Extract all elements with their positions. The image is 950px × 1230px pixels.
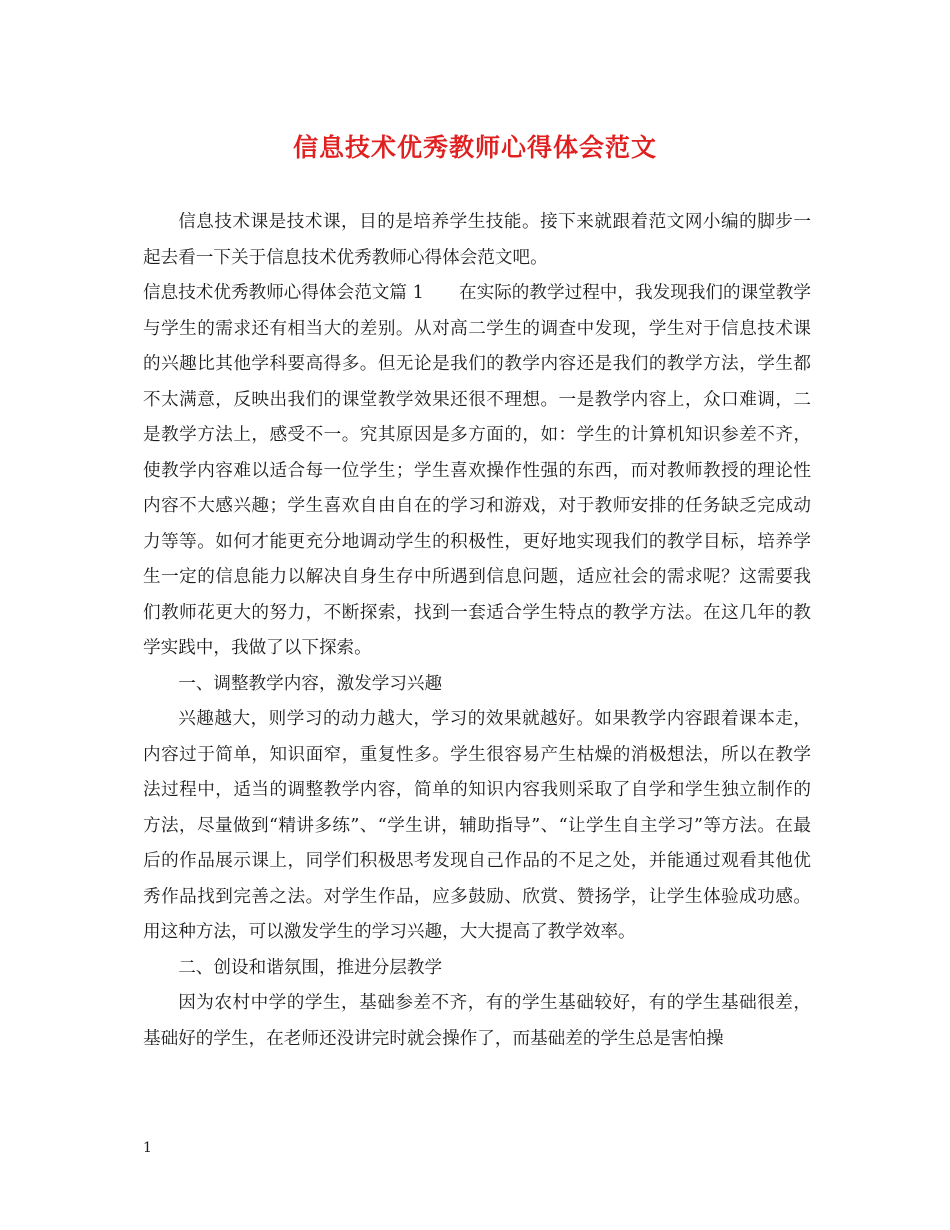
- document-title: 信息技术优秀教师心得体会范文: [292, 133, 657, 162]
- intro-paragraph: 信息技术课是技术课，目的是培养学生技能。接下来就跟着范文网小编的脚步一起去看一下关于信息技术优秀教师心得体会范文吧。: [143, 212, 811, 268]
- section-1-body: 兴趣越大，则学习的动力越大，学习的效果就越好。如果教学内容跟着课本走，内容过于简单，知识面窄，重复性多。学生很容易产生枯燥的消极想法，所以在教学法过程中，适当的调整教学内容，简单的知识内容我则采取了自学和学生独立制作的方法，尽量做到“精讲多练”、“学生讲，辅助指导”、“让学生自主学习”等方法。在最后的作品展示课上，同学们积极思考发现自己作品的不足之处，并能通过观看其他优秀作品找到完善之法。对学生作品，应多鼓励、欣赏、赞扬学，让学生体验成功感。用这种方法，可以激发学生的学习兴趣，大大提高了教学效率。: [143, 709, 811, 942]
- document-body: [143, 205, 811, 1057]
- section-2-body: 因为农村中学的学生，基础参差不齐，有的学生基础较好，有的学生基础很差，基础好的学生，在老师还没讲完时就会操作了，而基础差的学生总是害怕操: [143, 993, 811, 1049]
- article-heading: 信息技术优秀教师心得体会范文篇 1: [143, 283, 424, 303]
- section-1-heading: 一、调整教学内容，激发学习兴趣: [178, 673, 443, 694]
- article-paragraph-1: [143, 276, 811, 667]
- section-2-heading: 二、创设和谐氛围，推进分层教学: [178, 957, 443, 978]
- page-number: 1: [143, 1140, 152, 1156]
- paragraph-1-text: 在实际的教学过程中，我发现我们的课堂教学与学生的需求还有相当大的差别。从对高二学生的调查中发现，学生对于信息技术课的兴趣比其他学科要高得多。但无论是我们的教学内容还是我们的教学方法，学生都不太满意，反映出我们的课堂教学效果还很不理想。一是教学内容上，众口难调，二是教学方法上，感受不一。究其原因是多方面的，如：学生的计算机知识参差不齐，使教学内容难以适合每一位学生；学生喜欢操作性强的东西，而对教师教授的理论性内容不大感兴趣；学生喜欢自由自在的学习和游戏，对于教师安排的任务缺乏完成动力等等。如何才能更充分地调动学生的积极性，更好地实现我们的教学目标，培养学生一定的信息能力以解决自身生存中所遇到信息问题，适应社会的需求呢？这需要我们教师花更大的努力，不断探索，找到一套适合学生特点的教学方法。在这几年的教学实践中，我做了以下探索。: [143, 283, 811, 658]
